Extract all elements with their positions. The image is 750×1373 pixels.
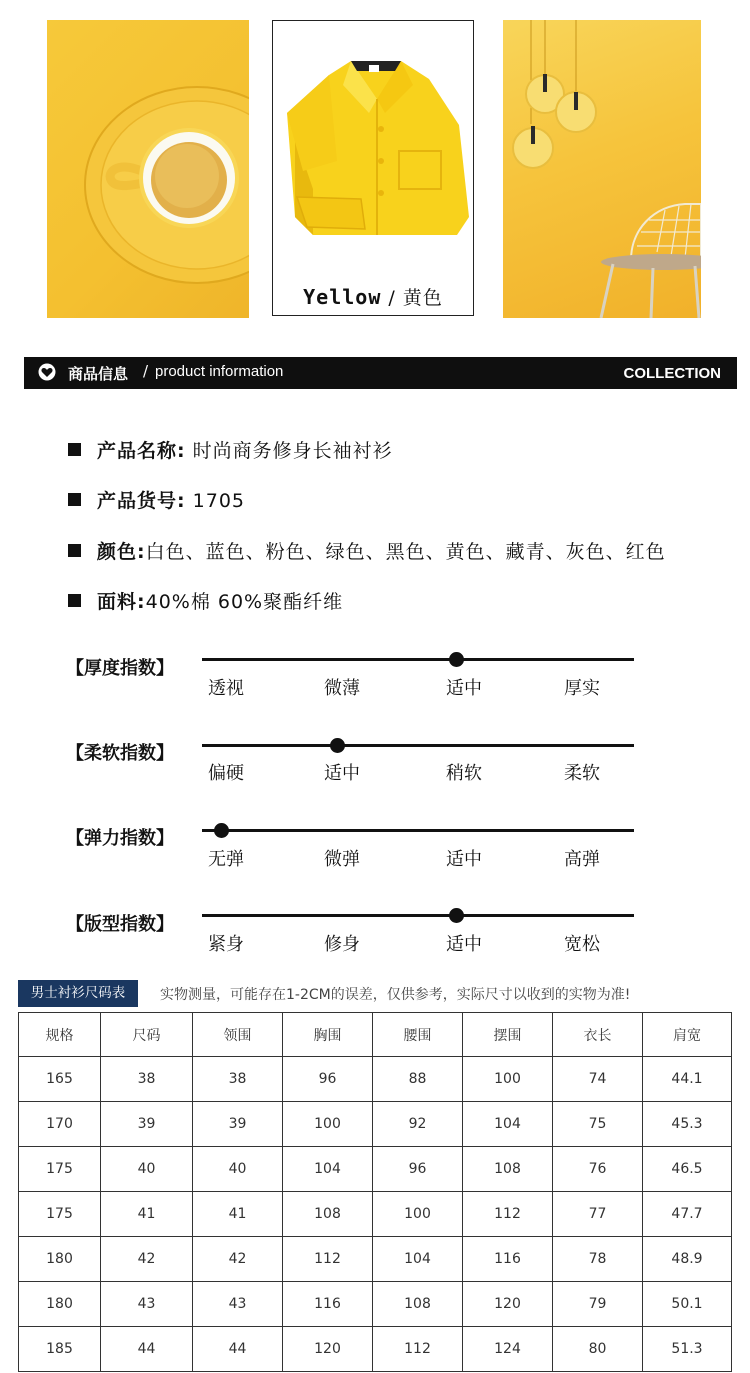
table-cell: 165 [19,1057,101,1102]
spec-product-name [68,436,393,463]
lamps-chair-illustration [503,20,701,318]
index-label: 无弹 [208,849,244,870]
table-cell: 75 [553,1102,643,1147]
color-caption-separator: / [388,287,396,309]
column-header: 衣长 [553,1013,643,1057]
table-cell: 40 [101,1147,193,1192]
spec-label: 颜色: [97,541,146,563]
table-cell: 41 [101,1192,193,1237]
table-cell: 104 [463,1102,553,1147]
table-cell: 96 [283,1057,373,1102]
table-cell: 100 [283,1102,373,1147]
table-cell: 46.5 [643,1147,732,1192]
collection-label: COLLECTION [623,365,721,382]
product-info-title-cn: 商品信息 [68,365,129,383]
square-bullet-icon [68,594,81,607]
index-marker [449,652,464,667]
column-header: 领围 [193,1013,283,1057]
index-label: 高弹 [564,849,600,870]
table-cell: 39 [101,1102,193,1147]
column-header: 摆围 [463,1013,553,1057]
table-cell: 42 [101,1237,193,1282]
table-cell: 104 [283,1147,373,1192]
table-cell: 79 [553,1282,643,1327]
table-cell: 51.3 [643,1327,732,1372]
table-cell: 43 [101,1282,193,1327]
table-cell: 116 [463,1237,553,1282]
index-label: 适中 [446,678,482,699]
spec-value: 白色、蓝色、粉色、绿色、黑色、黄色、藏青、灰色、红色 [145,541,666,563]
folded-shirt-illustration [273,21,473,271]
heart-icon [38,363,56,385]
index-label: 适中 [324,763,360,784]
table-cell: 41 [193,1192,283,1237]
product-info-title-en: product information [155,363,284,380]
index-label: 微薄 [324,678,360,699]
index-label: 透视 [208,678,244,699]
index-label: 修身 [324,934,360,955]
table-cell: 38 [193,1057,283,1102]
table-cell: 112 [463,1192,553,1237]
table-cell: 78 [553,1237,643,1282]
table-cell: 116 [283,1282,373,1327]
table-cell: 175 [19,1147,101,1192]
index-label: 适中 [446,934,482,955]
table-cell: 80 [553,1327,643,1372]
size-chart-note: 实物测量，可能存在1-2CM的误差，仅供参考，实际尺寸以收到的实物为准! [160,987,631,1003]
table-cell: 50.1 [643,1282,732,1327]
index-label: 宽松 [564,934,600,955]
table-row [19,1192,732,1237]
table-cell: 100 [373,1192,463,1237]
spec-label: 产品名称: [97,440,186,462]
spec-value: 40%棉 60%聚酯纤维 [145,591,344,613]
square-bullet-icon [68,493,81,506]
coffee-cup-illustration [47,20,249,318]
index-label: 稍软 [446,763,482,784]
table-cell: 170 [19,1102,101,1147]
index-label: 厚实 [564,678,600,699]
table-cell: 43 [193,1282,283,1327]
size-table [18,1012,732,1372]
square-bullet-icon [68,544,81,557]
spec-product-code [68,486,245,513]
table-row [19,1282,732,1327]
spec-value: 时尚商务修身长袖衬衫 [192,440,393,462]
size-chart-tag: 男士衬衫尺码表 [18,980,138,1007]
table-cell: 44 [101,1327,193,1372]
table-cell: 180 [19,1237,101,1282]
spec-label: 面料: [97,591,146,613]
product-info-header [24,357,737,389]
table-cell: 42 [193,1237,283,1282]
coffee-cup-photo [47,20,249,318]
table-cell: 77 [553,1192,643,1237]
column-header: 腰围 [373,1013,463,1057]
spec-fabric [68,587,343,614]
table-cell: 38 [101,1057,193,1102]
table-cell: 92 [373,1102,463,1147]
color-caption [273,283,473,310]
table-cell: 112 [373,1327,463,1372]
column-header: 胸围 [283,1013,373,1057]
table-cell: 104 [373,1237,463,1282]
table-cell: 100 [463,1057,553,1102]
yellow-shirt-photo [272,20,474,316]
table-cell: 44 [193,1327,283,1372]
index-label: 适中 [446,849,482,870]
square-bullet-icon [68,443,81,456]
index-label: 柔软 [564,763,600,784]
table-row [19,1237,732,1282]
table-cell: 96 [373,1147,463,1192]
table-cell: 88 [373,1057,463,1102]
index-line [202,658,634,661]
table-cell: 108 [463,1147,553,1192]
table-cell: 180 [19,1282,101,1327]
table-cell: 120 [463,1282,553,1327]
table-cell: 124 [463,1327,553,1372]
index-title-softness: 【柔软指数】 [66,743,174,764]
table-row [19,1057,732,1102]
spec-colors [68,537,666,564]
table-row [19,1102,732,1147]
table-cell: 185 [19,1327,101,1372]
index-label: 紧身 [208,934,244,955]
table-cell: 48.9 [643,1237,732,1282]
index-label: 偏硬 [208,763,244,784]
index-marker [214,823,229,838]
table-cell: 112 [283,1237,373,1282]
table-cell: 74 [553,1057,643,1102]
column-header: 肩宽 [643,1013,732,1057]
table-cell: 175 [19,1192,101,1237]
column-header: 规格 [19,1013,101,1057]
table-header-row [19,1013,732,1057]
index-title-elasticity: 【弹力指数】 [66,828,174,849]
product-info-separator: / [143,362,149,380]
index-line [202,829,634,832]
table-cell: 120 [283,1327,373,1372]
index-marker [449,908,464,923]
column-header: 尺码 [101,1013,193,1057]
index-marker [330,738,345,753]
table-cell: 45.3 [643,1102,732,1147]
table-cell: 40 [193,1147,283,1192]
table-cell: 39 [193,1102,283,1147]
spec-value: 1705 [192,490,246,512]
table-cell: 44.1 [643,1057,732,1102]
table-cell: 76 [553,1147,643,1192]
index-title-thickness: 【厚度指数】 [66,658,174,679]
color-caption-cn: 黄色 [402,287,443,309]
index-title-fit: 【版型指数】 [66,914,174,935]
table-row [19,1327,732,1372]
table-row [19,1147,732,1192]
table-cell: 108 [373,1282,463,1327]
table-cell: 47.7 [643,1192,732,1237]
color-caption-en: Yellow [303,285,382,309]
index-line [202,744,634,747]
index-label: 微弹 [324,849,360,870]
lamps-chair-photo [503,20,701,318]
index-line [202,914,634,917]
spec-label: 产品货号: [97,490,186,512]
table-cell: 108 [283,1192,373,1237]
